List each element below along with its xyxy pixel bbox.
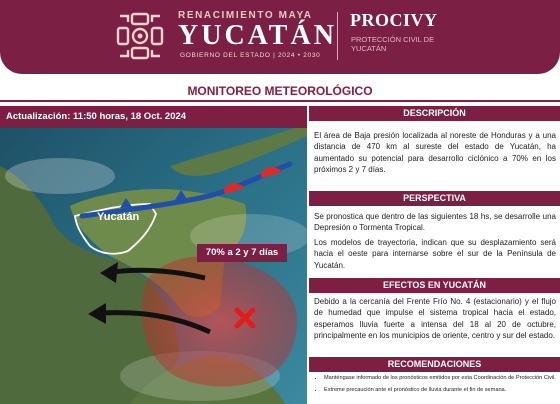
maya-logo-icon	[114, 10, 166, 62]
header-divider	[337, 12, 338, 60]
probability-label: 70% a 2 y 7 días	[197, 244, 287, 262]
section-efectos-header: EFECTOS EN YUCATÁN	[309, 278, 560, 293]
recomendacion-item-2: • Extreme precaución ante el pronóstico de lluvia durante el fin de semana.	[324, 386, 556, 394]
section-perspectiva-text	[314, 211, 556, 274]
section-recomendaciones-header: RECOMENDACIONES	[309, 357, 560, 372]
efectos-paragraph: Debido a la cercanía del Frente Frío No. 4 (estacionario) y el flujo de humedad que impulse el sistema tropical hacia el estado, esperamos lluvia fuerte a intensa del 18 al 20 de octubre, principalmente en los municipios de oriente, centro y sur del estado.	[314, 297, 556, 341]
brand-tagline: RENACIMIENTO MAYA	[178, 10, 313, 21]
page-title: MONITOREO METEOROLÓGICO	[187, 84, 373, 98]
brand-subtitle: GOBIERNO DEL ESTADO | 2024 • 2030	[180, 52, 321, 59]
section-descripcion-text	[314, 130, 556, 179]
title-divider	[0, 100, 560, 102]
header-banner	[0, 0, 560, 74]
perspectiva-paragraph-2: Los modelos de trayectoria, indican que su desplazamiento será hacia el oeste para internarse sobre el sur de la Península de Yucatán.	[314, 237, 556, 270]
perspectiva-paragraph-1: Se pronostica que dentro de las siguientes 18 hs, se desarrolle una Depresión o Tormenta Tropical.	[314, 212, 556, 233]
section-perspectiva-header: PERSPECTIVA	[309, 191, 560, 206]
update-timestamp: Actualización: 11:50 horas, 18 Oct. 2024	[6, 111, 187, 122]
recomendacion-item-1: • Manténgase informado de los pronósticos emitidos por esta Coordinación de Protección Civil.	[324, 374, 556, 382]
update-timestamp-bar	[0, 106, 307, 128]
map-state-label: Yucatán	[97, 211, 140, 223]
descripcion-paragraph: El área de Baja presión localizada al noreste de Honduras y a una distancia de 470 km al sureste del estado de Yucatán, ha aumentado su potencial para desarrollo ciclónico a 70% en los próximos 2 y 7 días.	[314, 131, 556, 175]
recomendaciones-list	[314, 374, 556, 398]
section-efectos-text	[314, 296, 556, 345]
section-descripcion-header: DESCRIPCIÓN	[309, 106, 560, 121]
agency-subtitle: PROTECCIÓN CIVIL DE YUCATÁN	[351, 35, 435, 53]
brand-title: YUCATÁN	[178, 20, 337, 51]
agency-name: PROCIVY	[350, 10, 438, 30]
